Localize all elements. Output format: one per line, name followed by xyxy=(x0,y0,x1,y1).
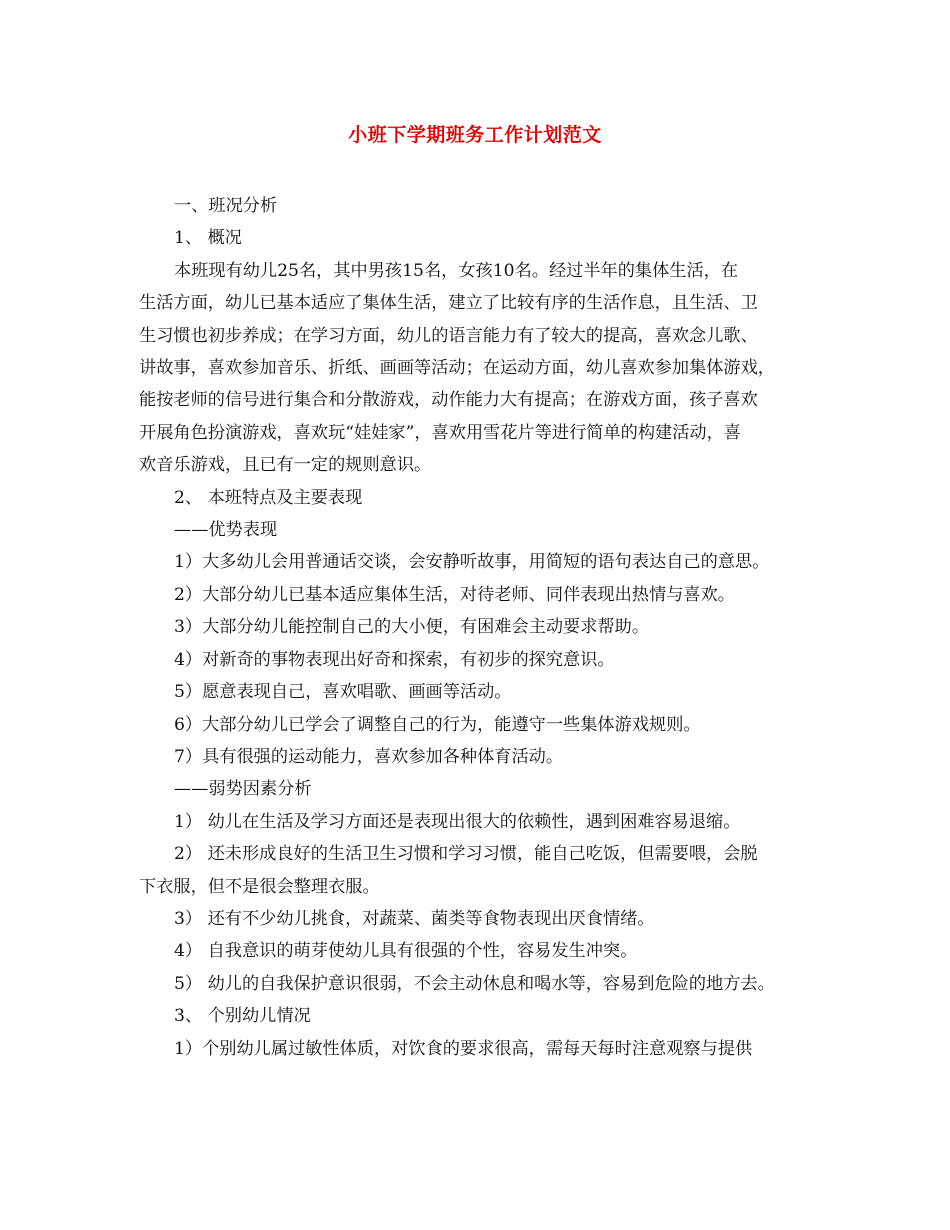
list-item-strength: 4）对新奇的事物表现出好奇和探索，有初步的探究意识。 xyxy=(174,649,615,670)
list-item-strength: 6）大部分幼儿已学会了调整自己的行为，能遵守一些集体游戏规则。 xyxy=(174,714,701,735)
paragraph-line: 欢音乐游戏，且已有一定的规则意识。 xyxy=(139,455,432,476)
list-item-strength: 3）大部分幼儿能控制自己的大小便，有困难会主动要求帮助。 xyxy=(174,617,650,638)
list-item-weakness: 2） 还未形成良好的生活卫生习惯和学习习惯，能自己吃饭，但需要喂，会脱 xyxy=(174,844,758,865)
list-item-individual: 1）个别幼儿属过敏性体质，对饮食的要求很高，需每天每时注意观察与提供 xyxy=(174,1038,753,1059)
list-item-weakness: 4） 自我意识的萌芽使幼儿具有很强的个性，容易发生冲突。 xyxy=(174,941,638,962)
subheading-overview: 1、 概况 xyxy=(174,228,242,249)
section-heading-class-analysis: 一、班况分析 xyxy=(174,196,278,216)
paragraph-line: 生习惯也初步养成；在学习方面，幼儿的语言能力有了较大的提高，喜欢念儿歌、 xyxy=(139,325,758,346)
document-body xyxy=(139,190,819,1065)
list-item-strength: 1）大多幼儿会用普通话交谈，会安静听故事，用简短的语句表达自己的意思。 xyxy=(174,552,770,573)
paragraph-line: 生活方面，幼儿已基本适应了集体生活，建立了比较有序的生活作息，且生活、卫 xyxy=(139,293,758,314)
subheading-individual-children: 3、 个别幼儿情况 xyxy=(174,1006,311,1027)
list-item-weakness-continued: 下衣服，但不是很会整理衣服。 xyxy=(139,876,380,897)
document-title: 小班下学期班务工作计划范文 xyxy=(348,124,602,146)
list-item-strength: 5）愿意表现自己，喜欢唱歌、画画等活动。 xyxy=(174,682,512,703)
list-item-weakness: 5） 幼儿的自我保护意识很弱，不会主动休息和喝水等，容易到危险的地方去。 xyxy=(174,973,775,994)
paragraph-line: 能按老师的信号进行集合和分散游戏，动作能力大有提高；在游戏方面，孩子喜欢 xyxy=(139,390,758,411)
paragraph-line: 讲故事，喜欢参加音乐、折纸、画画等活动；在运动方面，幼儿喜欢参加集体游戏， xyxy=(139,358,775,379)
list-item-strength: 7）具有很强的运动能力，喜欢参加各种体育活动。 xyxy=(174,746,564,767)
paragraph-line: 本班现有幼儿25名，其中男孩15名，女孩10名。经过半年的集体生活，在 xyxy=(174,260,739,281)
subheading-class-features: 2、 本班特点及主要表现 xyxy=(174,487,363,508)
subheading-strengths: ——优势表现 xyxy=(174,520,278,541)
list-item-weakness: 3） 还有不少幼儿挑食，对蔬菜、菌类等食物表现出厌食情绪。 xyxy=(174,908,655,929)
list-item-weakness: 1） 幼儿在生活及学习方面还是表现出很大的依赖性，遇到困难容易退缩。 xyxy=(174,811,741,832)
subheading-weaknesses: ——弱势因素分析 xyxy=(174,779,312,800)
paragraph-line: 开展角色扮演游戏，喜欢玩“娃娃家”，喜欢用雪花片等进行简单的构建活动，喜 xyxy=(139,422,741,443)
list-item-strength: 2）大部分幼儿已基本适应集体生活，对待老师、同伴表现出热情与喜欢。 xyxy=(174,584,735,605)
